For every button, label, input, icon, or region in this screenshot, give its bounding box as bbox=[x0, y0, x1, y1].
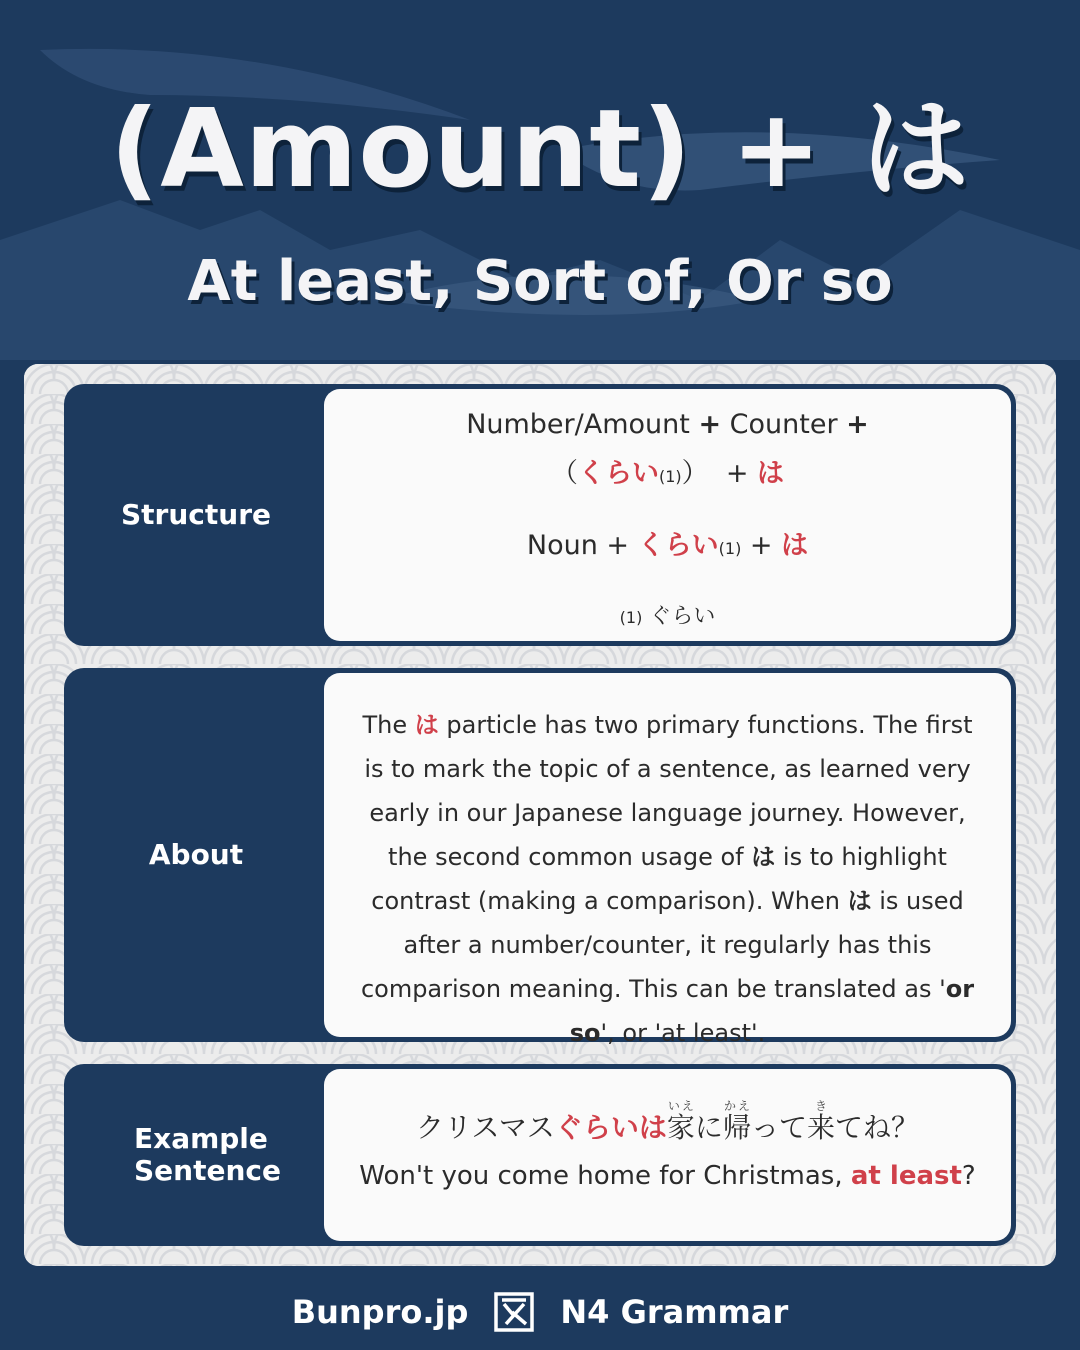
furigana-kae: 帰かえ bbox=[722, 1099, 751, 1144]
footnote-ref: (1) bbox=[658, 467, 682, 486]
kurai-highlight: くらい bbox=[577, 458, 659, 489]
at-least-highlight: at least bbox=[850, 1161, 962, 1191]
about-paragraph: The は particle has two primary functions. The first is to mark the topic of a sentence, as learned very early in our Japanese language journey. However, the second common usage of は is to highlight contrast (making a comparison). When は is used after a number/counter, it regularly has this comparison meaning. This can be translated as 'or so', or 'at least'. bbox=[360, 711, 975, 1047]
footnote-text: ぐらい bbox=[649, 604, 716, 629]
example-section bbox=[64, 1064, 1016, 1246]
example-content bbox=[324, 1069, 1011, 1241]
example-label bbox=[64, 1064, 328, 1246]
about-content bbox=[324, 673, 1011, 1047]
plus-sign: + bbox=[606, 530, 630, 561]
open-paren: （ bbox=[550, 458, 578, 489]
structure-label: Structure bbox=[120, 497, 271, 531]
structure-counter: Counter bbox=[729, 409, 838, 440]
structure-line-3 bbox=[324, 523, 1011, 562]
structure-number-amount: Number/Amount bbox=[466, 409, 690, 440]
wa-highlight: は bbox=[781, 530, 809, 561]
footnote-ref: (1) bbox=[718, 539, 742, 558]
furigana-ki: 来き bbox=[806, 1099, 835, 1144]
about-label: About bbox=[148, 837, 244, 871]
plus-sign: + bbox=[846, 409, 869, 440]
example-english: Won't you come home for Christmas, at least? bbox=[359, 1161, 976, 1191]
wa-highlight: は bbox=[757, 458, 785, 489]
footnote-ref: (1) bbox=[619, 608, 643, 627]
structure-content bbox=[324, 389, 1011, 641]
example-japanese: クリスマスぐらいは家いえに帰かえって来きてね？ bbox=[416, 1099, 919, 1144]
structure-line-2 bbox=[324, 451, 1011, 490]
page-subtitle: At least, Sort of, Or so bbox=[187, 249, 893, 314]
wa-highlight: は bbox=[414, 711, 439, 739]
structure-footnote bbox=[324, 599, 1011, 630]
plus-sign: + bbox=[725, 458, 749, 489]
wa-bold: は bbox=[751, 843, 776, 871]
close-paren: ） bbox=[681, 458, 709, 489]
content-panel bbox=[24, 364, 1056, 1266]
footer bbox=[0, 1290, 1080, 1334]
about-section bbox=[64, 668, 1016, 1047]
furigana-ie: 家いえ bbox=[666, 1099, 695, 1144]
wa-bold: は bbox=[847, 887, 872, 915]
structure-noun: Noun bbox=[526, 530, 598, 561]
footer-level: N4 Grammar bbox=[560, 1293, 789, 1331]
structure-section bbox=[64, 384, 1016, 646]
example-label-line2: Sentence bbox=[134, 1154, 281, 1187]
example-label-line1: Example bbox=[134, 1121, 268, 1155]
bunpro-logo-icon bbox=[492, 1290, 536, 1334]
plus-sign: + bbox=[749, 530, 773, 561]
structure-line-1 bbox=[324, 409, 1011, 440]
kurai-highlight: くらい bbox=[637, 530, 719, 561]
page-title: (Amount) + は bbox=[109, 87, 971, 212]
gurai-wa-highlight: ぐらいは bbox=[554, 1111, 667, 1144]
or-so-bold: or so bbox=[569, 975, 975, 1047]
plus-sign: + bbox=[698, 409, 722, 440]
footer-site[interactable]: Bunpro.jp bbox=[291, 1293, 469, 1331]
